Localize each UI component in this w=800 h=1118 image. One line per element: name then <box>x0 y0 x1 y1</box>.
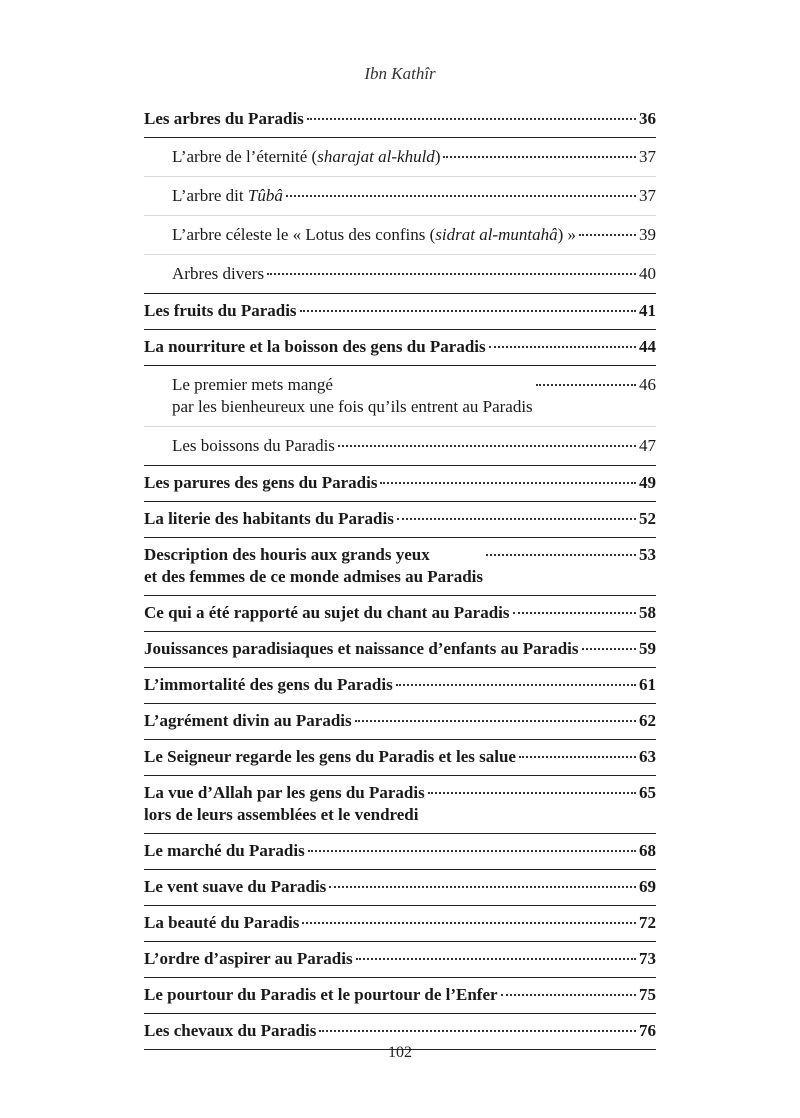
toc-entry-page: 40 <box>639 264 656 283</box>
dot-leader <box>380 482 636 484</box>
toc-entry-page: 52 <box>639 509 656 528</box>
table-of-contents <box>144 102 656 1050</box>
toc-entry-title: L’immortalité des gens du Paradis <box>144 675 393 694</box>
toc-entry[interactable] <box>144 834 656 870</box>
toc-entry-title: Jouissances paradisiaques et naissance d’enfants au Paradis <box>144 639 579 658</box>
toc-entry-title: Le premier mets mangé par les bienheureux une fois qu’ils entrent au Paradis <box>172 375 533 416</box>
dot-leader <box>302 922 636 924</box>
toc-entry-page: 39 <box>639 225 656 244</box>
toc-subentry[interactable] <box>144 216 656 255</box>
toc-subentry[interactable] <box>144 177 656 216</box>
toc-entry-title: Ce qui a été rapporté au sujet du chant au Paradis <box>144 603 510 622</box>
toc-entry-title: L’arbre de l’éternité (sharajat al-khuld) <box>172 147 441 166</box>
toc-entry[interactable] <box>144 740 656 776</box>
toc-entry-title: Le Seigneur regarde les gens du Paradis et les salue <box>144 747 516 766</box>
toc-entry[interactable] <box>144 102 656 138</box>
toc-entry-title: L’arbre dit Tûbâ <box>172 186 283 205</box>
dot-leader <box>329 886 636 888</box>
dot-leader <box>355 720 636 722</box>
dot-leader <box>300 310 636 312</box>
toc-entry-title: Le pourtour du Paradis et le pourtour de l’Enfer <box>144 985 498 1004</box>
toc-entry[interactable] <box>144 776 656 834</box>
dot-leader <box>489 346 636 348</box>
dot-leader <box>397 518 636 520</box>
toc-entry-page: 37 <box>639 147 656 166</box>
toc-subentry[interactable] <box>144 138 656 177</box>
dot-leader <box>579 234 636 236</box>
running-head: Ibn Kathîr <box>364 64 436 83</box>
toc-entry-page: 53 <box>639 545 656 564</box>
toc-entry-page: 58 <box>639 603 656 622</box>
toc-entry-title: Les parures des gens du Paradis <box>144 473 378 492</box>
dot-leader <box>486 554 636 556</box>
toc-entry[interactable] <box>144 502 656 538</box>
toc-entry-page: 37 <box>639 186 656 205</box>
toc-subentry[interactable] <box>144 366 656 427</box>
toc-entry-page: 61 <box>639 675 656 694</box>
toc-entry-title: Description des houris aux grands yeux et des femmes de ce monde admises au Paradis <box>144 545 484 586</box>
toc-entry-page: 62 <box>639 711 656 730</box>
dot-leader <box>582 648 636 650</box>
toc-entry[interactable] <box>144 668 656 704</box>
toc-entry[interactable] <box>144 870 656 906</box>
toc-entry-page: 76 <box>639 1021 656 1040</box>
toc-entry-page: 73 <box>639 949 656 968</box>
dot-leader <box>319 1030 636 1032</box>
toc-entry-title: Le vent suave du Paradis <box>144 877 327 896</box>
toc-entry-title: L’ordre d’aspirer au Paradis <box>144 949 353 968</box>
dot-leader <box>286 195 636 197</box>
toc-entry[interactable] <box>144 978 656 1014</box>
toc-entry-page: 49 <box>639 473 656 492</box>
toc-entry-title: La beauté du Paradis <box>144 913 300 932</box>
toc-entry-page: 75 <box>639 985 656 1004</box>
toc-entry-page: 59 <box>639 639 656 658</box>
toc-entry-title: Les fruits du Paradis <box>144 301 297 320</box>
toc-entry-page: 63 <box>639 747 656 766</box>
page-number: 102 <box>388 1044 412 1061</box>
toc-entry[interactable] <box>144 294 656 330</box>
toc-entry-page: 47 <box>639 436 656 455</box>
toc-entry-page: 46 <box>639 375 656 394</box>
toc-subentry[interactable] <box>144 255 656 294</box>
toc-entry-title: Arbres divers <box>172 264 265 283</box>
toc-entry-title: Les boissons du Paradis <box>172 436 335 455</box>
toc-entry-title: La literie des habitants du Paradis <box>144 509 394 528</box>
toc-entry[interactable] <box>144 906 656 942</box>
dot-leader <box>338 445 636 447</box>
toc-entry-page: 72 <box>639 913 656 932</box>
dot-leader <box>501 994 636 996</box>
toc-entry-title: La nourriture et la boisson des gens du Paradis <box>144 337 486 356</box>
toc-entry-title: L’agrément divin au Paradis <box>144 711 352 730</box>
toc-entry[interactable] <box>144 596 656 632</box>
dot-leader <box>519 756 636 758</box>
toc-entry-page: 36 <box>639 109 656 128</box>
dot-leader <box>267 273 636 275</box>
toc-entry[interactable] <box>144 466 656 502</box>
dot-leader <box>307 118 636 120</box>
toc-entry[interactable] <box>144 704 656 740</box>
toc-entry-page: 65 <box>639 783 656 802</box>
toc-entry-page: 68 <box>639 841 656 860</box>
dot-leader <box>536 384 636 386</box>
dot-leader <box>396 684 636 686</box>
toc-entry-page: 44 <box>639 337 656 356</box>
toc-entry[interactable] <box>144 330 656 366</box>
dot-leader <box>428 792 636 794</box>
dot-leader <box>443 156 636 158</box>
toc-entry-title: Les chevaux du Paradis <box>144 1021 317 1040</box>
toc-subentry[interactable] <box>144 427 656 466</box>
toc-entry[interactable] <box>144 942 656 978</box>
toc-entry-title: L’arbre céleste le « Lotus des confins (sidrat al-muntahâ) » <box>172 225 576 244</box>
toc-entry[interactable] <box>144 538 656 596</box>
toc-entry-title: Le marché du Paradis <box>144 841 305 860</box>
dot-leader <box>356 958 636 960</box>
toc-entry-title: La vue d’Allah par les gens du Paradis lors de leurs assemblées et le vendredi <box>144 783 425 824</box>
toc-entry[interactable] <box>144 632 656 668</box>
toc-entry-page: 69 <box>639 877 656 896</box>
dot-leader <box>513 612 636 614</box>
toc-entry-title: Les arbres du Paradis <box>144 109 304 128</box>
dot-leader <box>308 850 636 852</box>
toc-entry-page: 41 <box>639 301 656 320</box>
